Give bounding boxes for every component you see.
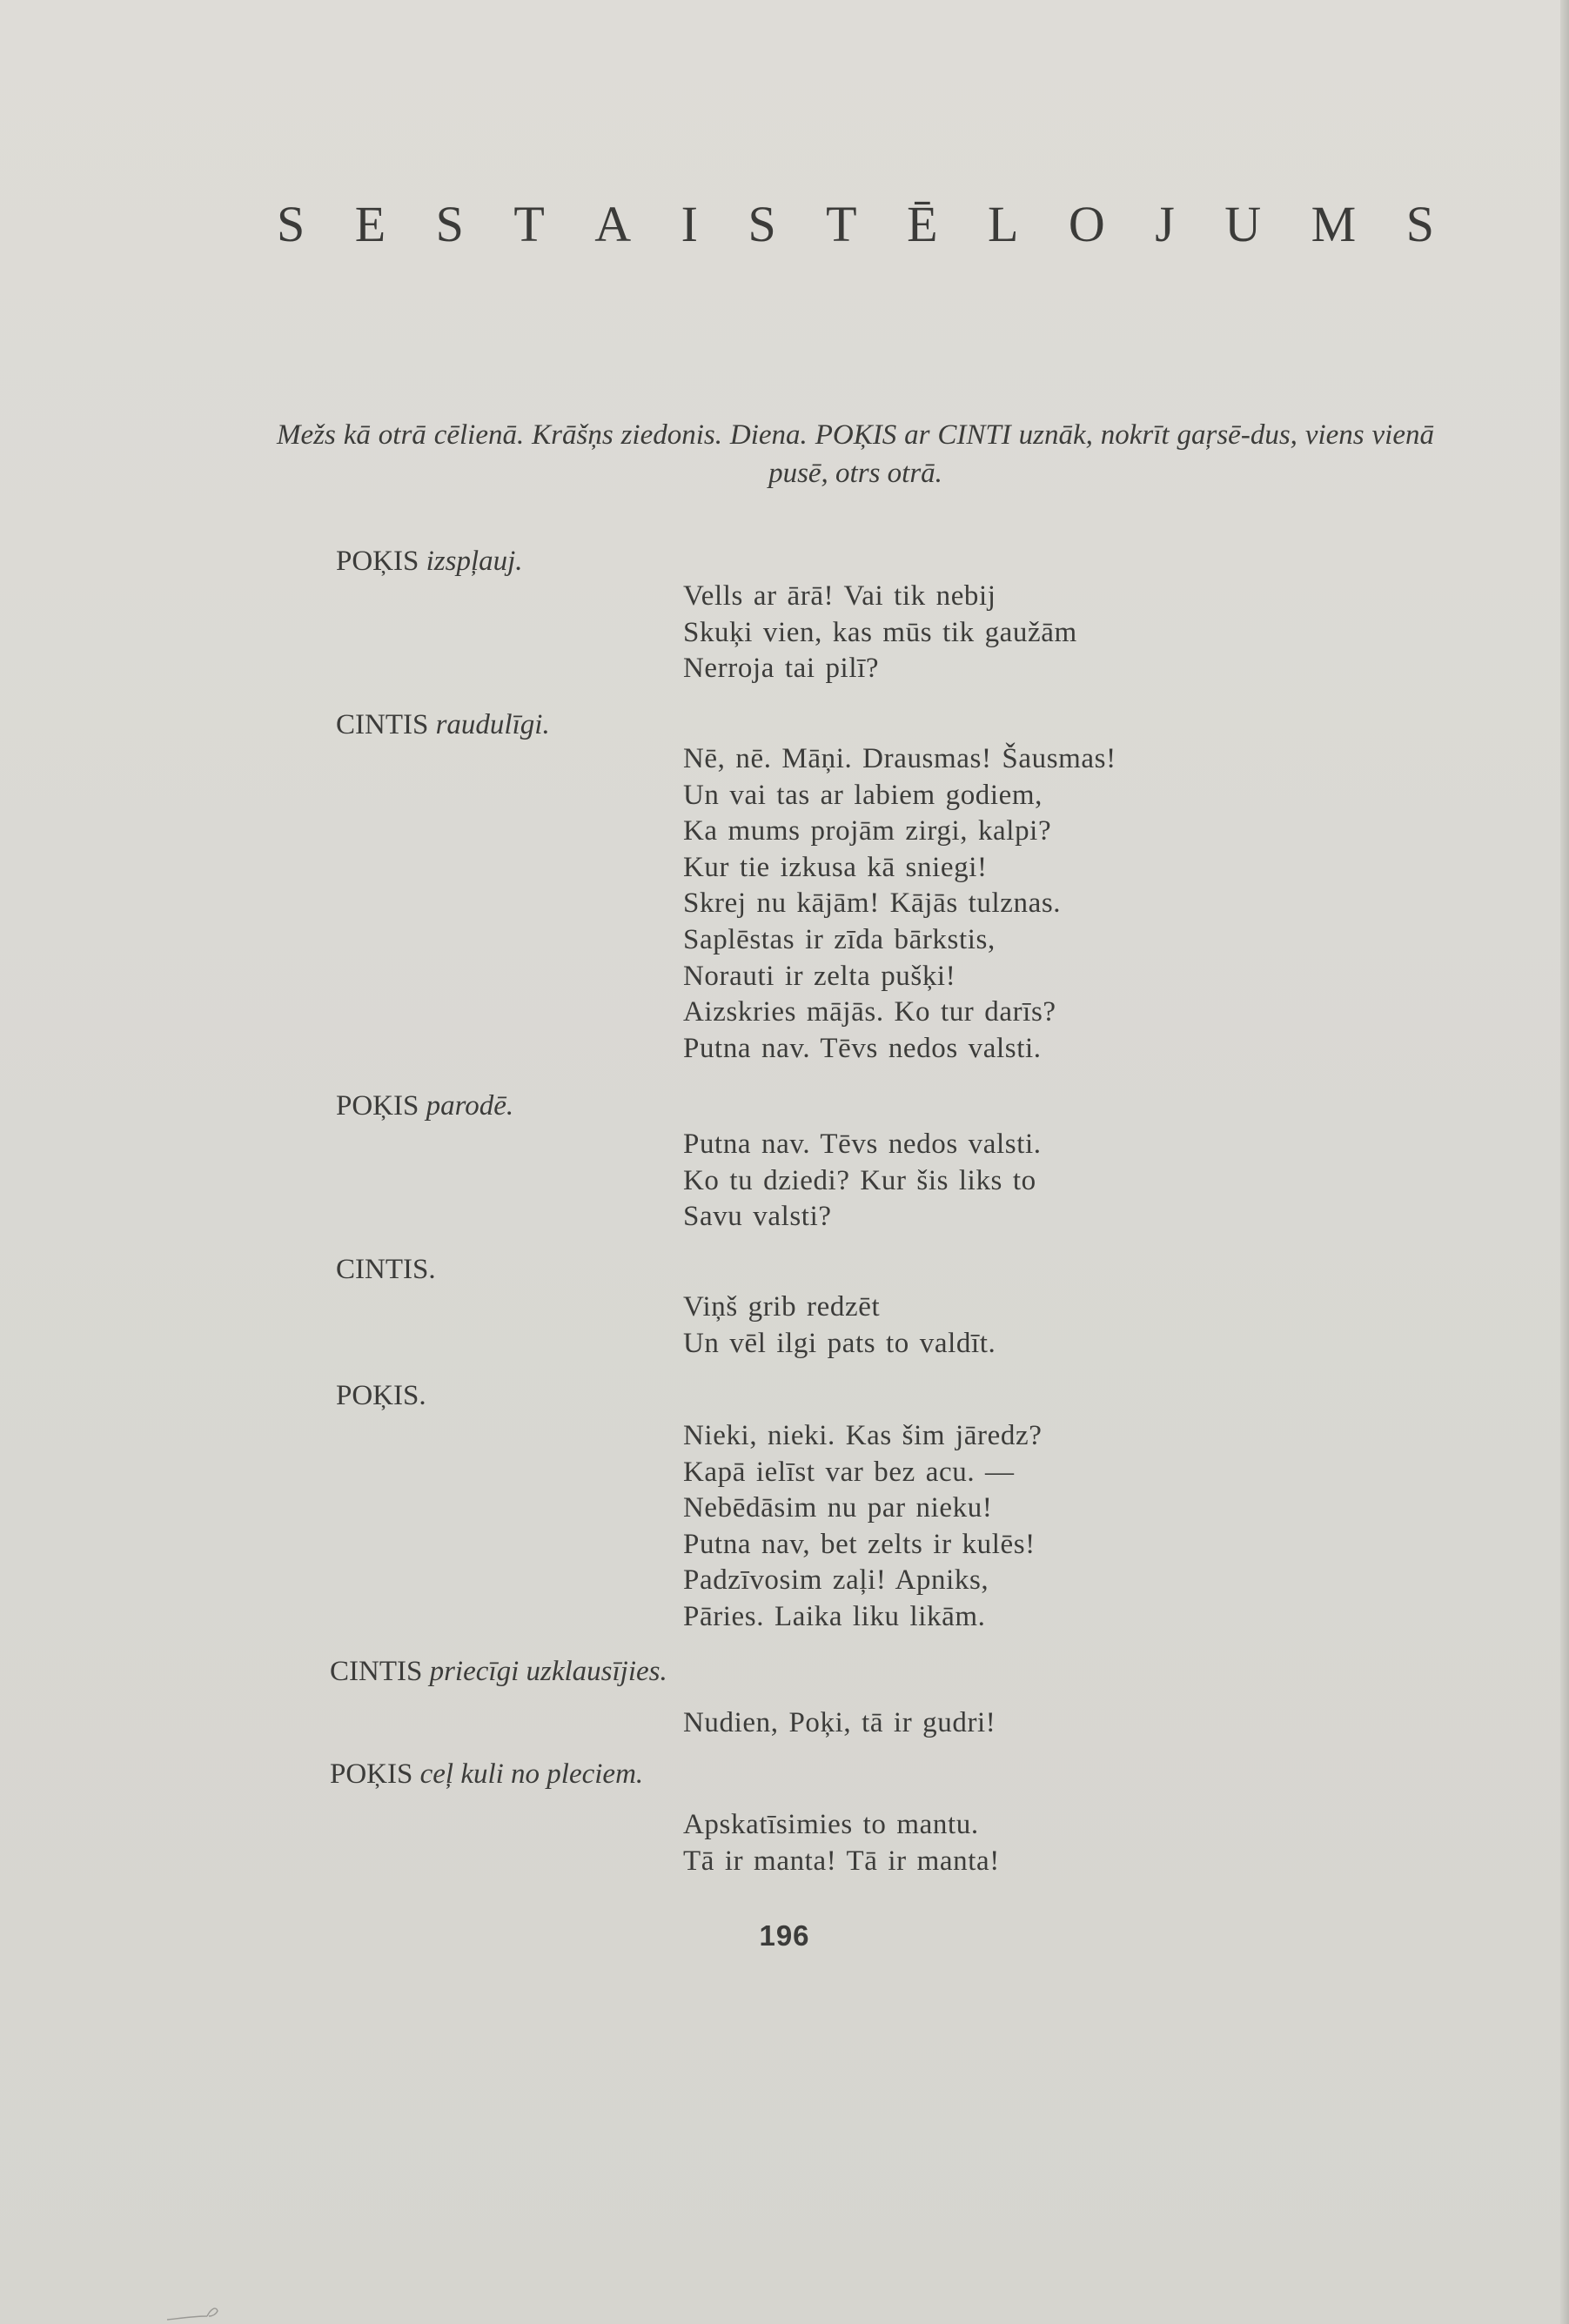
page-number: 196 [759,1919,810,1952]
verse-line: Putna nav. Tēvs nedos valsti. [683,1129,1042,1160]
verse-line: Putna nav. Tēvs nedos valsti. [683,1032,1042,1064]
title-letter: Ē [907,196,938,252]
speaker-cue [336,543,523,579]
speaker-name: CINTIS [336,709,429,740]
title-letter: S [748,196,776,252]
speaker-direction: izspļauj. [426,546,523,577]
speaker-cue [336,707,550,743]
verse-line: Nebēdāsim nu par nieku! [683,1492,993,1524]
verse-line: Skrej nu kājām! Kājās tulznas. [683,887,1062,920]
speaker-name: POĶIS [336,1090,419,1122]
verse-block [683,1807,1000,1879]
title-letter: M [1311,196,1357,252]
speaker-direction: parodē. [426,1090,514,1122]
verse-block [683,1418,1042,1636]
title-letter: U [1224,196,1262,252]
speaker-direction: ceļ kuli no pleciem. [419,1758,644,1790]
speaker-cue [336,1088,513,1124]
verse-line: Nē, nē. Māņi. Drausmas! Šausmas! [683,743,1116,774]
stage-direction: Mežs kā otrā cēlienā. Krāšņs ziedonis. Diena. POĶIS ar CINTI uznāk, nokrīt gaŗsē-dus, viens vienā pusē, otrs otrā. [277,419,1434,489]
speaker-name: POĶIS. [336,1380,426,1411]
pencil-mark-icon [165,2297,226,2323]
verse-block [683,1127,1042,1236]
verse-line: Un vēl ilgi pats to valdīt. [683,1327,996,1359]
title-letter: A [594,196,632,252]
verse-block [683,1289,996,1362]
verse-line: Kapā ielīst var bez acu. — [683,1456,1015,1488]
verse-line: Un vai tas ar labiem godiem, [683,779,1043,811]
verse-line: Kur tie izkusa kā sniegi! [683,851,988,883]
verse-line: Putna nav, bet zelts ir kulēs! [683,1528,1036,1560]
title-letter: E [354,196,386,252]
verse-block [683,741,1116,1067]
title-letter: S [1405,196,1434,252]
speaker-name: POĶIS [330,1758,413,1790]
verse-line: Norauti ir zelta pušķi! [683,960,956,992]
verse-line: Nudien, Poķi, tā ir gudri! [683,1707,996,1738]
verse-line: Viņš grib redzēt [683,1291,881,1323]
title-letter: L [987,196,1019,252]
verse-line: Aizskries mājās. Ko tur darīs? [683,996,1056,1028]
title-letter: J [1155,196,1175,252]
speaker-cue [330,1756,643,1792]
verse-line: Vells ar ārā! Vai tik nebij [683,580,996,612]
verse-line: Saplēstas ir zīda bārkstis, [683,923,996,955]
speaker-name: CINTIS [330,1656,423,1687]
speaker-cue [336,1377,426,1414]
verse-line: Padzīvosim zaļi! Apniks, [683,1564,989,1597]
verse-line: Ka mums projām zirgi, kalpi? [683,815,1052,847]
verse-line: Nieki, nieki. Kas šim jāredz? [683,1420,1043,1451]
verse-line: Pāries. Laika liku likām. [683,1600,986,1632]
title-letter: I [681,196,698,252]
page-edge [1560,0,1569,2324]
title-letter: T [513,196,545,252]
title-letter: S [435,196,464,252]
verse-block [683,579,1077,687]
speaker-direction: priecīgi uzklausījies. [429,1656,667,1687]
title-letter: O [1068,196,1105,252]
speaker-direction: raudulīgi. [435,709,550,740]
speaker-name: POĶIS [336,546,419,577]
verse-line: Tā ir manta! Tā ir manta! [683,1845,1000,1877]
chapter-title [277,195,1434,253]
verse-line: Nerroja tai pilī? [683,653,880,685]
verse-line: Savu valsti? [683,1201,832,1233]
title-letter: T [826,196,857,252]
speaker-name: CINTIS. [336,1254,436,1285]
verse-line: Ko tu dziedi? Kur šis liks to [683,1164,1036,1196]
speaker-cue [330,1653,667,1690]
verse-line: Skuķi vien, kas mūs tik gaužām [683,616,1077,648]
verse-block [683,1705,996,1742]
verse-line: Apskatīsimies to mantu. [683,1809,979,1840]
title-letter: S [277,196,305,252]
speaker-cue [336,1251,436,1288]
